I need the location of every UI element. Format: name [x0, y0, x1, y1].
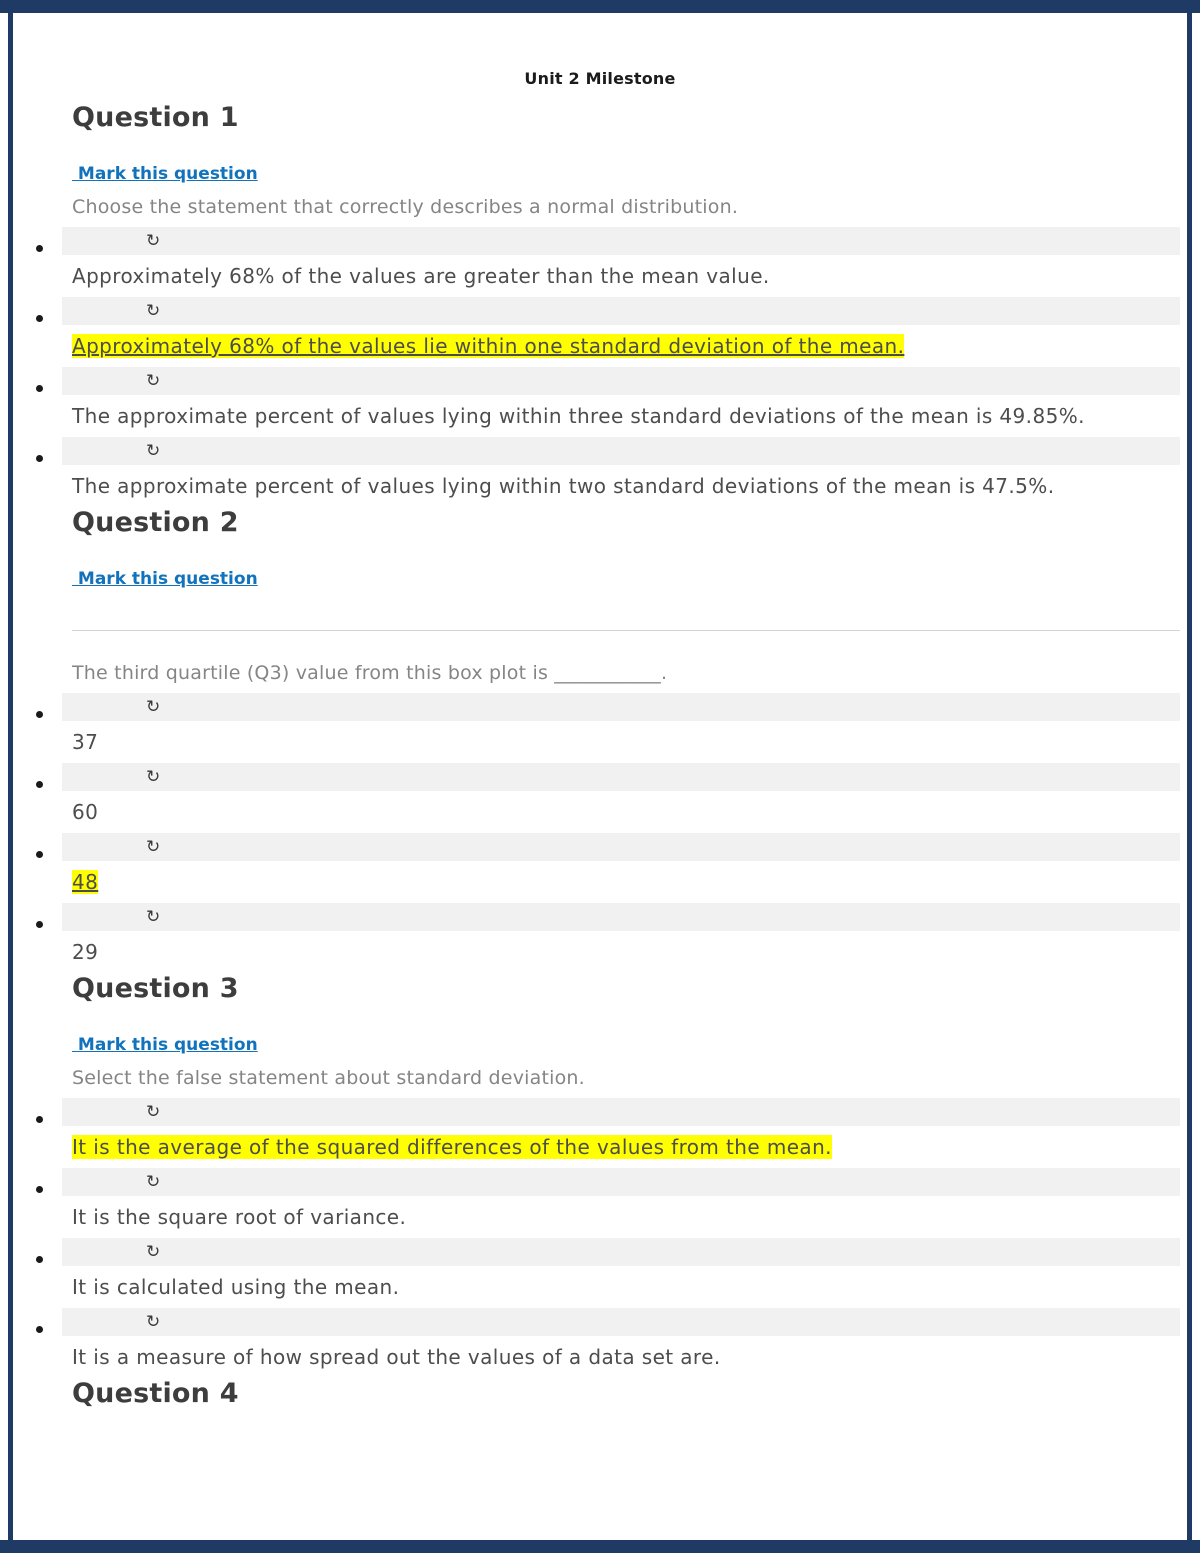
- refresh-icon[interactable]: ↻: [146, 440, 161, 461]
- option-text: 60: [72, 800, 99, 824]
- option-radio-row[interactable]: [62, 833, 1180, 861]
- option-radio-row[interactable]: [62, 1238, 1180, 1266]
- option-radio-row[interactable]: [62, 367, 1180, 395]
- answer-option: [72, 297, 1180, 361]
- answer-option: [72, 763, 1180, 827]
- refresh-icon[interactable]: ↻: [146, 1311, 161, 1332]
- answer-option: [72, 367, 1180, 431]
- bullet-icon: [36, 315, 43, 322]
- answer-option: [72, 227, 1180, 291]
- refresh-icon[interactable]: ↻: [146, 906, 161, 927]
- highlighted-answer: 48: [72, 870, 99, 894]
- bullet-icon: [36, 851, 43, 858]
- mark-question-link[interactable]: Mark this question: [77, 1035, 258, 1055]
- option-radio-row[interactable]: [62, 1098, 1180, 1126]
- option-radio-row[interactable]: [62, 1308, 1180, 1336]
- bullet-icon: [36, 1186, 43, 1193]
- refresh-icon[interactable]: ↻: [146, 1241, 161, 1262]
- refresh-icon[interactable]: ↻: [146, 370, 161, 391]
- answer-option: [72, 693, 1180, 757]
- option-radio-row[interactable]: [62, 437, 1180, 465]
- option-radio-row[interactable]: [62, 903, 1180, 931]
- bullet-icon: [36, 455, 43, 462]
- question-prompt: Select the false statement about standard deviation.: [72, 1067, 585, 1089]
- refresh-icon[interactable]: ↻: [146, 766, 161, 787]
- answer-option: [72, 1308, 1180, 1372]
- option-text: [72, 867, 1180, 897]
- option-text: The approximate percent of values lying within three standard deviations of the mean is 49.85%.: [72, 404, 1085, 428]
- refresh-icon[interactable]: ↻: [146, 300, 161, 321]
- option-radio-row[interactable]: [62, 693, 1180, 721]
- option-radio-row[interactable]: [62, 763, 1180, 791]
- option-text: The approximate percent of values lying within two standard deviations of the mean is 47.5%.: [72, 474, 1055, 498]
- bullet-icon: [36, 1326, 43, 1333]
- question-heading: Question 3: [72, 973, 239, 1004]
- bullet-icon: [36, 921, 43, 928]
- option-text: 37: [72, 730, 99, 754]
- option-text: [72, 331, 1180, 361]
- option-radio-row[interactable]: [62, 1168, 1180, 1196]
- option-text: It is calculated using the mean.: [72, 1275, 400, 1299]
- refresh-icon[interactable]: ↻: [146, 230, 161, 251]
- answer-option: [72, 1168, 1180, 1232]
- option-text: It is a measure of how spread out the values of a data set are.: [72, 1345, 721, 1369]
- question-block-4: [72, 1378, 1180, 1410]
- page-border-bottom: [0, 1540, 1200, 1553]
- page-border-top: [0, 0, 1200, 13]
- mark-question-row: [72, 569, 1180, 590]
- mark-question-link[interactable]: Mark this question: [77, 569, 258, 589]
- option-text: Approximately 68% of the values are greater than the mean value.: [72, 264, 770, 288]
- bullet-icon: [36, 781, 43, 788]
- question-heading: Question 4: [72, 1378, 239, 1409]
- question-heading: Question 2: [72, 507, 239, 538]
- option-radio-row[interactable]: [62, 227, 1180, 255]
- highlighted-answer: Approximately 68% of the values lie within one standard deviation of the mean.: [72, 334, 905, 358]
- bullet-icon: [36, 245, 43, 252]
- bullet-icon: [36, 1116, 43, 1123]
- question-heading: Question 1: [72, 102, 239, 133]
- bullet-icon: [36, 711, 43, 718]
- answer-option: [72, 903, 1180, 967]
- mark-question-row: [72, 164, 1180, 185]
- question-prompt: The third quartile (Q3) value from this box plot is ___________.: [72, 662, 668, 684]
- question-prompt: Choose the statement that correctly describes a normal distribution.: [72, 196, 739, 218]
- answer-option: [72, 833, 1180, 897]
- question-block-3: [72, 973, 1180, 1372]
- refresh-icon[interactable]: ↻: [146, 1101, 161, 1122]
- refresh-icon[interactable]: ↻: [146, 696, 161, 717]
- option-text: It is the square root of variance.: [72, 1205, 407, 1229]
- option-text: 29: [72, 940, 99, 964]
- mark-question-row: [72, 1035, 1180, 1056]
- refresh-icon[interactable]: ↻: [146, 1171, 161, 1192]
- mark-question-link[interactable]: Mark this question: [77, 164, 258, 184]
- missing-image-divider: [72, 630, 1180, 631]
- highlighted-answer: It is the average of the squared differences of the values from the mean.: [72, 1135, 832, 1159]
- document-title: Unit 2 Milestone: [524, 69, 676, 88]
- option-text: [72, 1132, 1180, 1162]
- question-block-2: [72, 507, 1180, 967]
- answer-option: [72, 1238, 1180, 1302]
- refresh-icon[interactable]: ↻: [146, 836, 161, 857]
- question-block-1: [72, 102, 1180, 501]
- document-content: [0, 13, 1200, 1540]
- option-radio-row[interactable]: [62, 297, 1180, 325]
- bullet-icon: [36, 1256, 43, 1263]
- answer-option: [72, 437, 1180, 501]
- bullet-icon: [36, 385, 43, 392]
- answer-option: [72, 1098, 1180, 1162]
